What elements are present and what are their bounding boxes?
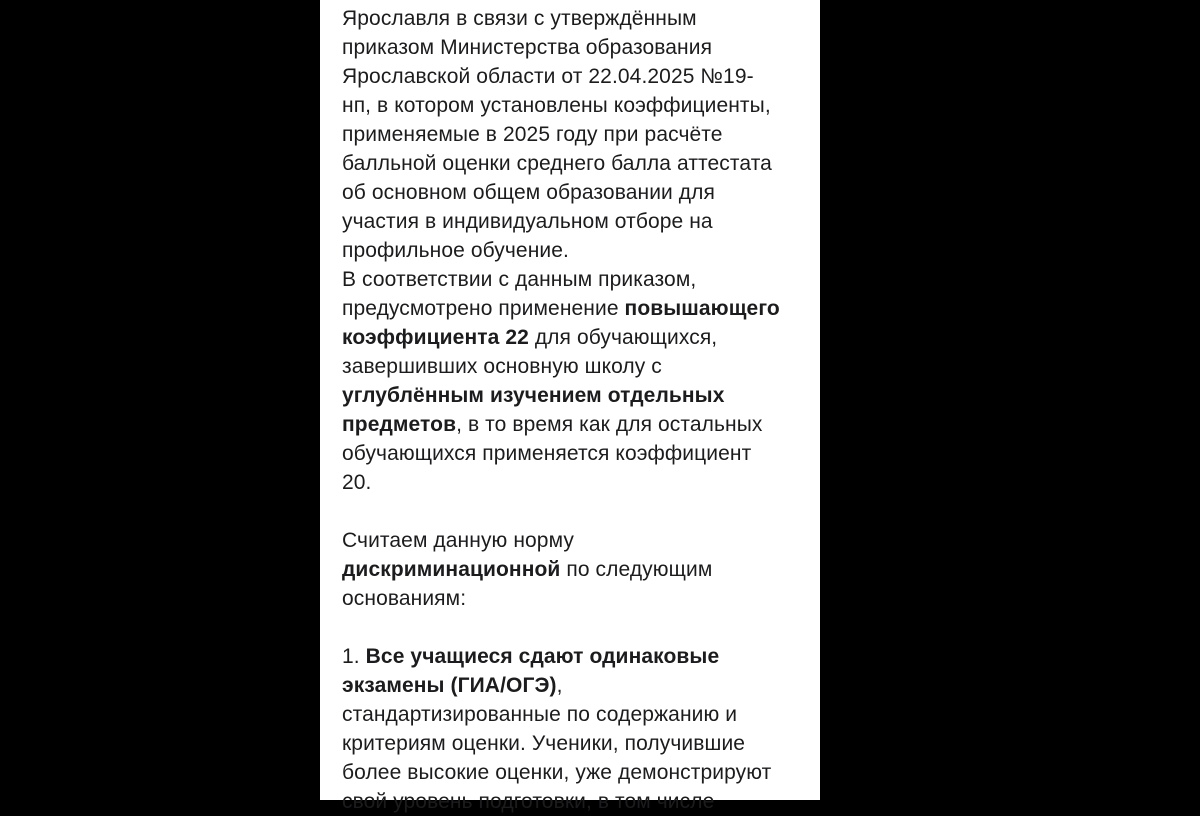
text-run: по следующим [560,558,713,581]
text-line: более высокие оценки, уже демонстрируют [342,761,772,784]
text-run: , в то время как для остальных [456,413,763,436]
bold-text-run: экзамены (ГИА/ОГЭ) [342,674,557,697]
text-line: Ярославской области от 22.04.2025 №19- [342,65,754,88]
document-text [342,4,814,816]
text-line: Ярославля в связи с утверждённым [342,7,697,30]
text-line: нп, в котором установлены коэффициенты, [342,94,771,117]
text-line: об основном общем образовании для [342,181,715,204]
bold-text-run: повышающего [624,297,780,320]
paragraph-order-reference [342,4,814,265]
paragraph-discrimination [342,526,814,613]
text-line: обучающихся применяется коэффициент [342,442,752,465]
list-number: 1. [342,645,366,668]
bold-text-run: дискриминационной [342,558,561,581]
bold-text-run: Все учащиеся сдают одинаковые [365,645,720,668]
bold-text-line: углублённым изучением отдельных [342,384,725,407]
text-run: предусмотрено применение [342,297,625,320]
paragraph-point-1 [342,642,814,816]
text-line [342,671,814,700]
text-line: применяемые в 2025 году при расчёте [342,123,723,146]
paragraph-spacer [342,497,814,526]
text-line [342,323,814,352]
document-page[interactable] [320,0,820,813]
text-run: , [556,674,563,697]
paragraph-coefficients [342,265,814,497]
text-line: критериям оценки. Ученики, получившие [342,732,746,755]
text-line [342,410,814,439]
text-line: основаниям: [342,587,467,610]
text-line: завершивших основную школу с [342,355,662,378]
text-line: балльной оценки среднего балла аттестата [342,152,772,175]
text-line [342,555,814,584]
text-line: Считаем данную норму [342,529,574,552]
text-line: 20. [342,471,372,494]
text-line: стандартизированные по содержанию и [342,703,738,726]
text-run: для обучающихся, [528,326,718,349]
text-line: участия в индивидуальном отборе на [342,210,713,233]
bold-text-run: коэффициента 22 [342,326,529,349]
text-line: В соответствии с данным приказом, [342,268,697,291]
text-line [342,642,814,671]
bold-text-run: предметов [342,413,457,436]
text-line [342,294,814,323]
text-line: профильное обучение. [342,239,569,262]
paragraph-spacer [342,613,814,642]
text-line: свой уровень подготовки, в том числе [342,790,715,813]
text-line: приказом Министерства образования [342,36,713,59]
